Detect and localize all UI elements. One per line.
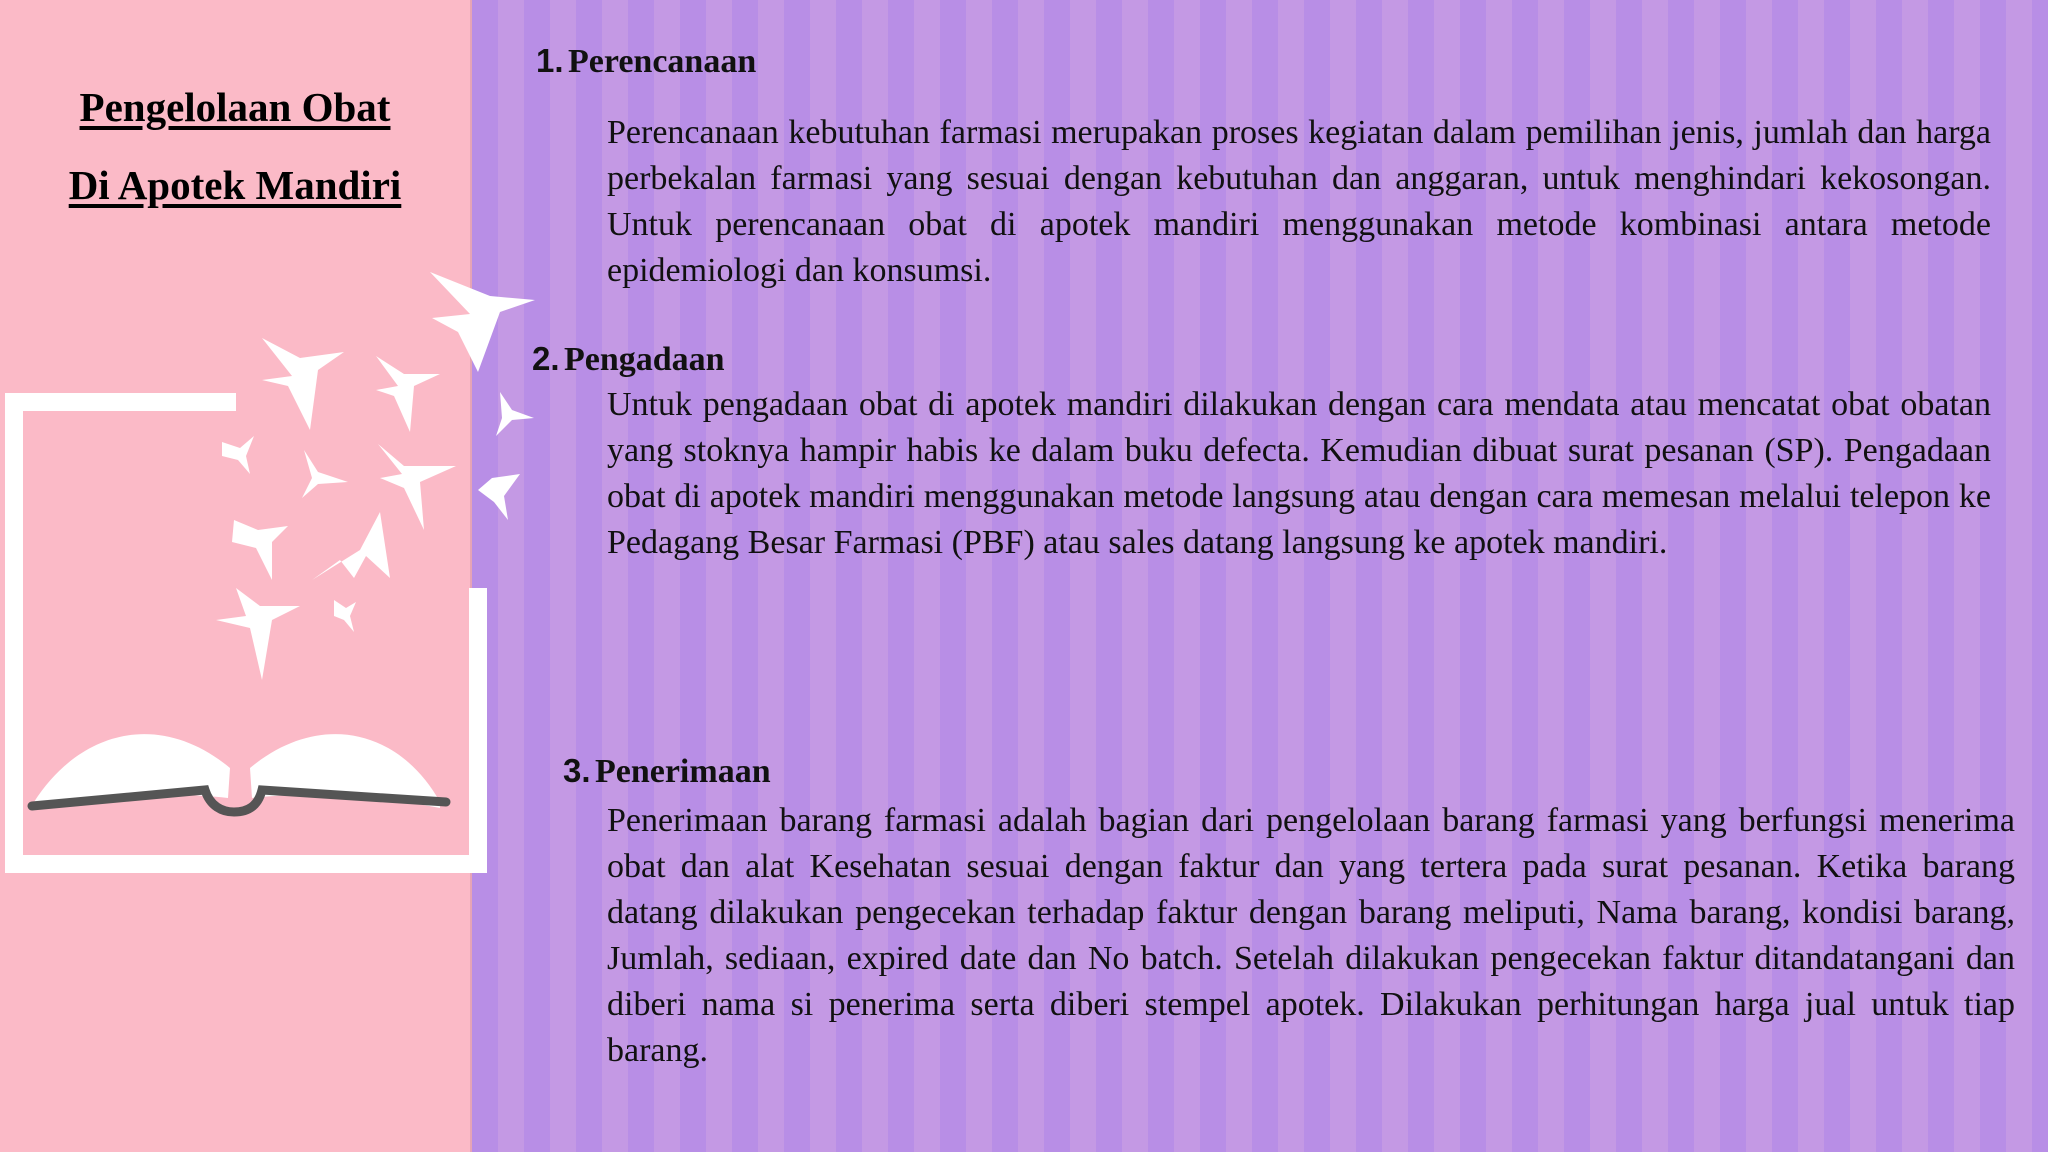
section-text-perencanaan: Perencanaan kebutuhan farmasi merupakan proses kegiatan dalam pemilihan jenis, jumlah dan harga perbekalan farmasi yang sesuai dengan kebutuhan dan anggaran, untuk menghindari kekosongan. Untuk perencanaan obat di apotek mandiri menggunakan metode kombinasi antara metode epidemiologi dan konsumsi. xyxy=(607,114,1991,289)
section-heading-pengadaan xyxy=(532,340,725,379)
sidebar-title-line1: Pengelolaan Obat xyxy=(79,84,391,130)
birds-group xyxy=(216,272,535,680)
bird-icon xyxy=(302,450,348,498)
bird-icon xyxy=(216,588,300,680)
section-number: 2. xyxy=(532,340,560,377)
section-text-pengadaan: Untuk pengadaan obat di apotek mandiri dilakukan dengan cara mendata atau mencatat obat obatan yang stoknya hampir habis ke dalam buku defecta. Kemudian dibuat surat pesanan (SP). Pengadaan obat di apotek mandiri menggunakan metode langsung atau dengan cara memesan melalui telepon ke Pedagang Besar Farmasi (PBF) atau sales datang langsung ke apotek mandiri. xyxy=(607,386,1991,561)
bird-icon xyxy=(232,520,288,580)
section-heading-penerimaan xyxy=(563,752,771,791)
bird-icon xyxy=(334,600,356,632)
section-text-penerimaan: Penerimaan barang farmasi adalah bagian dari pengelolaan barang farmasi yang berfungsi menerima obat dan alat Kesehatan sesuai dengan faktur dan yang tertera pada surat pesanan. Ketika barang datang dilakukan pengecekan terhadap faktur dengan barang meliputi, Nama barang, kondisi barang, Jumlah, sediaan, expired date dan No batch. Setelah dilakukan pengecekan faktur ditandatangani dan diberi nama si penerima serta diberi stempel apotek. Dilakukan perhitungan harga jual untuk tiap barang. xyxy=(607,802,2015,1069)
bird-icon xyxy=(222,436,254,474)
section-number: 1. xyxy=(536,42,564,79)
section-title: Penerimaan xyxy=(594,753,771,790)
bird-icon xyxy=(312,512,390,580)
section-heading-perencanaan xyxy=(536,42,756,81)
section-title: Pengadaan xyxy=(563,341,725,378)
section-title: Perencanaan xyxy=(567,43,757,80)
bird-icon xyxy=(496,392,534,436)
section-number: 3. xyxy=(563,752,591,789)
bird-icon xyxy=(478,474,520,520)
bird-icon xyxy=(376,356,440,432)
book-with-birds-icon xyxy=(0,260,560,880)
bird-icon xyxy=(378,444,456,530)
bird-icon xyxy=(262,338,344,430)
sidebar-title-line2: Di Apotek Mandiri xyxy=(68,162,402,208)
bird-icon xyxy=(430,272,535,372)
